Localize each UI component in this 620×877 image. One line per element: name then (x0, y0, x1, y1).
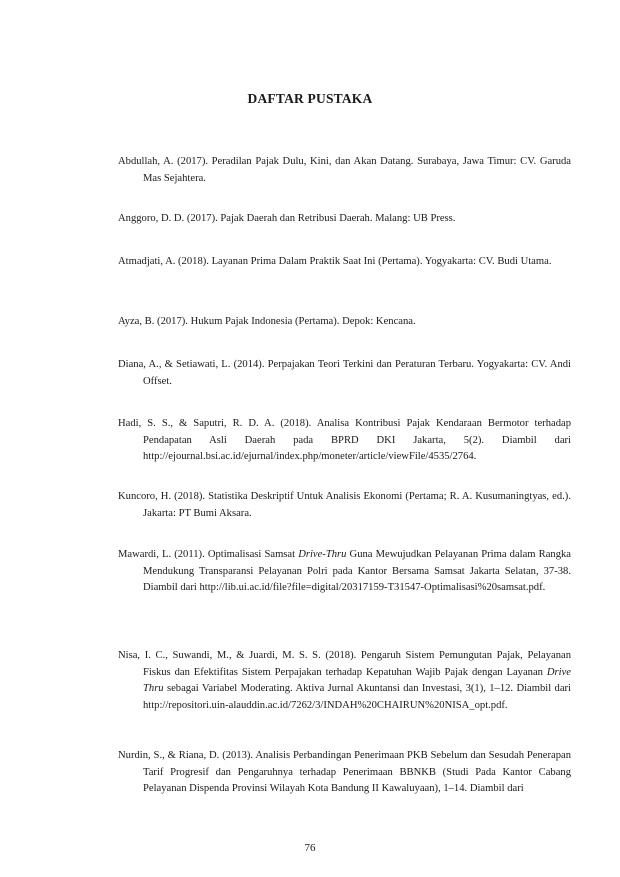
reference-entry: Abdullah, A. (2017). Peradilan Pajak Dulu, Kini, dan Akan Datang. Surabaya, Jawa Timur: CV. Garuda Mas Sejahtera. (118, 156, 571, 184)
reference-entry: Hadi, S. S., & Saputri, R. D. A. (2018). Analisa Kontribusi Pajak Kendaraan Bermotor terhadap Pendapatan Asli Daerah pada BPRD DKI Jakarta, 5(2). Diambil dari http://ejournal.bsi.ac.id/ejurnal/index.php/moneter/article/viewFile/4535/2764. (118, 418, 571, 462)
reference-entry: Nurdin, S., & Riana, D. (2013). Analisis Perbandingan Penerimaan PKB Sebelum dan Sesudah Penerapan Tarif Progresif dan Pengaruhnya terhadap Penerimaan BBNKB (Studi Pada Kantor Cabang Pelayanan Dispenda Provinsi Wilayah Kota Bandung II Kawaluyaan), 1–14. Diambil dari (118, 750, 571, 794)
italic-term: Drive Thru (143, 666, 571, 694)
page-title: DAFTAR PUSTAKA (247, 91, 373, 106)
italic-term: Drive-Thru (298, 549, 347, 560)
page-number: 76 (304, 842, 316, 854)
reference-entry: Mawardi, L. (2011). Optimalisasi Samsat Drive-Thru Guna Mewujudkan Pelayanan Prima dalam Rangka Mendukung Transparansi Pelayanan Polri pada Kantor Bersama Samsat Jakarta Selatan, 37-38. Diambil dari http://lib.ui.ac.id/file?file=digital/20317159-T31547-Optimalisasi%20samsat.pdf. (118, 549, 572, 593)
reference-entry: Ayza, B. (2017). Hukum Pajak Indonesia (Pertama). Depok: Kencana. (118, 316, 416, 327)
reference-entry: Atmadjati, A. (2018). Layanan Prima Dalam Praktik Saat Ini (Pertama). Yogyakarta: CV. Budi Utama. (118, 256, 552, 267)
reference-entry: Diana, A., & Setiawati, L. (2014). Perpajakan Teori Terkini dan Peraturan Terbaru. Yogyakarta: CV. Andi Offset. (118, 359, 571, 387)
reference-entry: Kuncoro, H. (2018). Statistika Deskriptif Untuk Analisis Ekonomi (Pertama; R. A. Kusumaningtyas, ed.). Jakarta: PT Bumi Aksara. (118, 491, 571, 519)
reference-entry: Nisa, I. C., Suwandi, M., & Juardi, M. S. S. (2018). Pengaruh Sistem Pemungutan Pajak, Pelayanan Fiskus dan Efektifitas Sistem Perpajakan terhadap Kepatuhan Wajib Pajak dengan Layanan Drive Thru sebagai Variabel Moderating. Aktiva Jurnal Akuntansi dan Investasi, 3(1), 1–12. Diambil dari http://repositori.uin-alauddin.ac.id/7262/3/INDAH%20CHAIRUN%20NISA_opt.pdf. (118, 650, 571, 711)
reference-entry: Anggoro, D. D. (2017). Pajak Daerah dan Retribusi Daerah. Malang: UB Press. (118, 213, 456, 224)
